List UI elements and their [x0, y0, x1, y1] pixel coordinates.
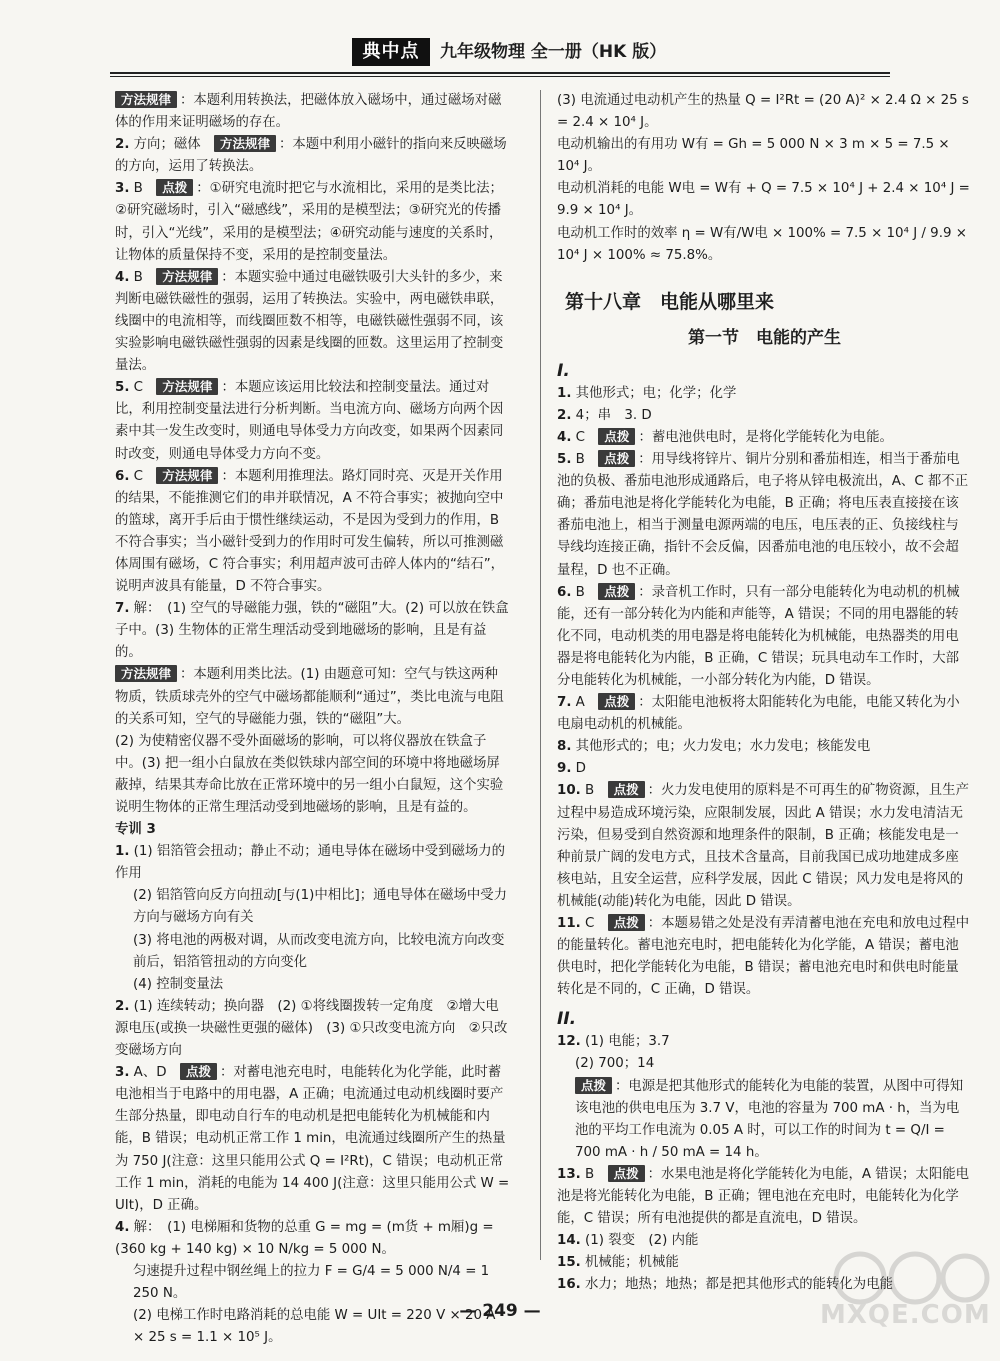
- answer-entry: [115, 598, 510, 664]
- solution-text: 电动机消耗的电能 W电 = W有 + Q = 7.5 × 10⁴ J + 2.4 × 10⁴ J = 9.9 × 10⁴ J。: [557, 181, 970, 219]
- column-divider: [540, 90, 541, 1260]
- entry-answer: (2) 700；14: [575, 1056, 655, 1072]
- answer-entry: [557, 449, 972, 582]
- entry-answer: 4；串 3. D: [575, 407, 652, 423]
- entry-text: 匀速提升过程中钢丝绳上的拉力 F = G/4 = 5 000 N/4 = 1 250 N。: [133, 1263, 490, 1302]
- entry-text: ：火力发电使用的原料是不可再生的矿物资源，且生产过程中易造成环境污染，应限制发展，因此 A 错误；水力发电清洁无污染，但易受到自然资源和地理条件的限制，B 正确；核能发电是一种前景广阔的发电方式，且技术含量高，目前我国已成功地建成多座核电站，且安全运营，应科学发展，因此 C 错误；风力发电是将风的机械能(动能)转化为电能，因此 D 错误。: [557, 783, 969, 909]
- method-tag: 点拨: [156, 179, 193, 196]
- level-one-marker: I.: [557, 360, 570, 381]
- entry-number: 1.: [115, 844, 130, 860]
- method-tag: 方法规律: [156, 268, 218, 285]
- answer-entry: [115, 930, 510, 974]
- answer-entry: [557, 736, 972, 758]
- publisher-logo: 典中点: [352, 38, 430, 66]
- method-tag: 方法规律: [115, 91, 177, 108]
- method-tag: 方法规律: [156, 467, 218, 484]
- answer-entry: [115, 267, 510, 377]
- entry-number: 3.: [115, 1065, 130, 1081]
- entry-answer: 解：: [133, 601, 154, 617]
- entry-answer: A: [575, 695, 585, 711]
- solution-line: [557, 90, 972, 134]
- right-top-entries: [557, 90, 972, 267]
- answer-entry: [115, 377, 510, 465]
- method-tag: 点拨: [598, 693, 635, 710]
- entry-number: 6.: [557, 584, 572, 600]
- entry-number: 13.: [557, 1166, 581, 1182]
- entry-number: 8.: [557, 739, 572, 755]
- answer-entry: [115, 466, 510, 599]
- book-title: 九年级物理 全一册（HK 版）: [440, 42, 667, 62]
- solution-line: [557, 134, 972, 178]
- answer-entry: [115, 1217, 510, 1261]
- watermark: [820, 1248, 990, 1348]
- answer-entry: [115, 90, 510, 134]
- entry-text: ：本题易错之处是没有弄清蓄电池在充电和放电过程中的能量转化。蓄电池充电时，把电能转化为化学能，A 错误；蓄电池供电时，把化学能转化为电能，B 错误；蓄电池充电时和供电时能量转化是不同的，C 正确，D 错误。: [557, 916, 970, 998]
- answer-entry: [557, 405, 972, 427]
- entry-answer: B: [575, 452, 585, 468]
- entry-text: ：本题利用推理法。路灯同时亮、灭是开关作用的结果，不能推测它们的串并联情况，A 不符合事实；被抛向空中的篮球，离开手后由于惯性继续运动，不是因为受到力的作用，B 不符合事实；当小磁针受到力的作用时可发生偏转，所以可推测磁体周围有磁场，C 符合事实；利用超声波可击碎人体内的“结石”，说明声波具有能量，D 不符合事实。: [115, 468, 505, 595]
- right-column: [557, 90, 972, 1297]
- entry-number: 14.: [557, 1233, 581, 1249]
- entry-number: 4.: [115, 1219, 130, 1235]
- solution-text: 电动机工作时的效率 η = W有/W电 × 100% = 7.5 × 10⁴ J / 9.9 × 10⁴ J × 100% ≈ 75.8%。: [557, 225, 967, 263]
- entry-text: ：用导线将锌片、铜片分别和番茄相连，相当于番茄电池的负极、番茄电池形成通路后，电子将从锌电极流出，A、C 都不正确；番茄电池是将化学能转化为电能，B 正确；将电压表直接接在该番茄电池上，相当于测量电源两端的电压，电压表的正、负接线柱与导线均连接正确，指针不会反偏，因番茄电池的电压较小，故不会超量程，D 也不正确。: [557, 452, 969, 578]
- entry-text: ：电源是把其他形式的能转化为电能的装置，从图中可得知该电池的供电电压为 3.7 V，电池的容量为 700 mA · h，当为电池的平均工作电流为 0.05 A 时，可以工作的时间为 t = Q/I = 700 mA · h / 50 mA = 14 h。: [575, 1078, 964, 1160]
- entry-number: 4.: [557, 429, 572, 445]
- method-tag: 点拨: [608, 914, 645, 931]
- entry-text: ：本题利用转换法，把磁体放入磁场中，通过磁场对磁体的作用来证明磁场的存在。: [115, 93, 502, 131]
- entry-number: 10.: [557, 783, 581, 799]
- entry-answer: B: [133, 269, 143, 285]
- entry-answer: (1) 电能；3.7: [585, 1034, 670, 1050]
- entry-number: 16.: [557, 1277, 581, 1293]
- entry-answer: 水力；地热；地热；都是把其他形式的能转化为电能: [585, 1277, 893, 1293]
- entry-answer: 解：: [133, 1219, 154, 1235]
- answer-entry: [557, 1053, 972, 1075]
- entry-number: 3.: [115, 181, 130, 197]
- answer-entry: [557, 692, 972, 736]
- right-level-one-entries: [557, 383, 972, 1002]
- method-tag: 点拨: [598, 428, 635, 445]
- entry-answer: 方向；磁体: [133, 137, 201, 153]
- answer-entry: [115, 664, 510, 730]
- entry-number: 12.: [557, 1034, 581, 1050]
- entry-text: ：太阳能电池板将太阳能转化为电能，电能又转化为小电扇电动机的机械能。: [557, 695, 960, 733]
- answer-entry: [115, 996, 510, 1062]
- entry-text: (1) 铝箔管会扭动；静止不动；通电导体在磁场中受到磁场力的作用: [115, 844, 506, 882]
- entry-answer: (1) 裂变 (2) 内能: [585, 1233, 699, 1249]
- solution-line: [557, 223, 972, 267]
- entry-text: ：对蓄电池充电时，电能转化为化学能，此时蓄电池相当于电路中的用电器，A 正确；电流通过电动机线圈时要产生部分热量，即电动自行车的电动机是把电能转化为机械能和内能，B 错误；电动机正常工作 1 min，电流通过线圈所产生的热量为 750 J(注意：这里只能用公式 Q = I²Rt)，C 错误；电动机正常工作 1 min，消耗的电能为 14 400 J(注意：这里只能用公式 W = UIt)，D 正确。: [115, 1065, 510, 1213]
- entry-number: 5.: [557, 452, 572, 468]
- watermark-text: MXQE.COM: [820, 1300, 991, 1330]
- answer-entry: [557, 383, 972, 405]
- entry-number: 15.: [557, 1255, 581, 1271]
- section-title: 第一节 电能的产生: [688, 327, 841, 348]
- entry-answer: B: [585, 783, 595, 799]
- answer-entry: [115, 1261, 510, 1305]
- answer-entry: [557, 1031, 972, 1053]
- entry-text: ：水果电池是将化学能转化为电能，A 错误；太阳能电池是将光能转化为电能，B 正确；锂电池在充电时，电能转化为化学能，C 错误；所有电池提供的都是直流电，D 错误。: [557, 1166, 969, 1227]
- method-tag: 点拨: [598, 583, 635, 600]
- watermark-logo-icon: [820, 1248, 990, 1308]
- entry-number: 1.: [557, 385, 572, 401]
- entry-answer: B: [585, 1166, 595, 1182]
- entry-text: ：蓄电池供电时，是将化学能转化为电能。: [638, 429, 893, 445]
- entry-number: 7.: [557, 695, 572, 711]
- answer-entry: [557, 780, 972, 913]
- entry-text: (2) 电梯工作时电路消耗的总电能 W = UIt = 220 V × 20 A × 25 s = 1.1 × 10⁵ J。: [133, 1308, 496, 1346]
- method-tag: 点拨: [180, 1063, 217, 1080]
- entry-text: (1) 连续转动；换向器 (2) ①将线圈拨转一定角度 ②增大电源电压(或换一块磁性更强的磁体) (3) ①只改变电流方向 ②只改变磁场方向: [115, 998, 508, 1059]
- entry-text: (2) 铝箔管向反方向扭动[与(1)中相比]；通电导体在磁场中受力方向与磁场方向有关: [133, 888, 508, 926]
- entry-number: 5.: [115, 380, 130, 396]
- entry-text: ：本题应该运用比较法和控制变量法。通过对比，利用控制变量法进行分析判断。当电流方向、磁场方向两个因素中其一发生改变时，则通电导体受力方向改变，如果两个因素同时改变，则通电导体受力方向不变。: [115, 380, 504, 462]
- entry-text: (3) 将电池的两极对调，从而改变电流方向，比较电流方向改变前后，铝箔管扭动的方向变化: [133, 932, 505, 970]
- answer-entry: [115, 178, 510, 266]
- answer-entry: [115, 731, 510, 819]
- solution-text: 电动机输出的有用功 W有 = Gh = 5 000 N × 3 m × 5 = 7.5 × 10⁴ J。: [557, 137, 950, 175]
- entry-text: ：本题实验中通过电磁铁吸引大头针的多少，来判断电磁铁磁性的强弱，运用了转换法。实验中，两电磁铁串联，线圈中的电流相等，而线圈匝数不相等，电磁铁磁性强弱不同，该实验影响电磁铁磁性强弱的因素是线圈的匝数。这里运用了控制变量法。: [115, 269, 504, 374]
- solution-text: (3) 电流通过电动机产生的热量 Q = I²Rt = (20 A)² × 2.4 Ω × 25 s = 2.4 × 10⁴ J。: [557, 93, 969, 131]
- method-tag: 点拨: [608, 1165, 645, 1182]
- answer-entry: [557, 582, 972, 692]
- method-tag: 点拨: [598, 450, 635, 467]
- entry-text: (2) 为使精密仪器不受外面磁场的影响，可以将仪器放在铁盒子中。(3) 把一组小白鼠放在类似铁球内部空间的环境中将地磁场屏蔽掉，结果其寿命比放在正常环境中的另一组小白鼠短，这个实验说明生物体的正常生理活动受到地磁场的影响，且是有益的。: [115, 733, 504, 815]
- entry-text: ：本题中利用小磁针的指向来反映磁场的方向，运用了转换法。: [115, 137, 507, 175]
- entry-number: 6.: [115, 468, 130, 484]
- entry-text: 专训 3: [115, 822, 156, 838]
- entry-number: 2.: [557, 407, 572, 423]
- chapter-title: 第十八章 电能从哪里来: [565, 290, 775, 313]
- entry-text: (1) 电梯厢和货物的总重 G = mg = (m货 + m厢)g = (360 kg + 140 kg) × 10 N/kg = 5 000 N。: [115, 1219, 494, 1257]
- answer-entry: [115, 134, 510, 178]
- entry-number: 4.: [115, 269, 130, 285]
- header-rule: [110, 72, 890, 77]
- entry-answer: A、D: [133, 1065, 167, 1081]
- entry-number: 9.: [557, 761, 572, 777]
- method-tag: 方法规律: [115, 665, 177, 682]
- entry-text: (1) 空气的导磁能力强，铁的“磁阻”大。(2) 可以放在铁盒子中。(3) 生物体的正常生理活动受到地磁场的影响，且是有益的。: [115, 601, 509, 661]
- answer-entry: [557, 427, 972, 449]
- answer-entry: [115, 1062, 510, 1217]
- entry-number: 7.: [115, 601, 130, 617]
- entry-answer: C: [133, 380, 144, 396]
- entry-text: ：本题利用类比法。(1) 由题意可知：空气与铁这两种物质，铁质球壳外的空气中磁场都能顺利“通过”，类比电流与电阻的关系可知，空气的导磁能力强，铁的“磁阻”大。: [115, 667, 504, 727]
- entry-number: 11.: [557, 916, 581, 931]
- method-tag: 方法规律: [214, 135, 276, 152]
- answer-entry: [557, 1164, 972, 1230]
- level-two-marker: II.: [557, 1009, 577, 1030]
- answer-entry: [115, 819, 510, 841]
- entry-answer: 其他形式；电；化学；化学: [575, 385, 737, 401]
- entry-number: 2.: [115, 998, 130, 1014]
- method-tag: 方法规律: [156, 378, 218, 395]
- solution-line: [557, 178, 972, 222]
- entry-text: ：①研究电流时把它与水流相比，采用的是类比法；②研究磁场时，引入“磁感线”，采用的是模型法；③研究光的传播时，引入“光线”，采用的是模型法；④研究动能与速度的关系时，让物体的质量保持不变，采用的是控制变量法。: [115, 181, 503, 263]
- answer-entry: [557, 758, 972, 780]
- entry-text: ：录音机工作时，只有一部分电能转化为电动机的机械能，还有一部分转化为内能和声能等，A 错误；不同的用电器能的转化不同，电动机类的用电器是将电能转化为机械能，电热器类的用电器是将电能转化为内能，B 正确，C 错误；玩具电动车工作时，大部分电能转化为机械能，一小部分转化为内能，D 错误。: [557, 584, 960, 688]
- entry-answer: D: [575, 761, 586, 777]
- entry-answer: C: [133, 468, 144, 484]
- page-header: [110, 36, 890, 70]
- entry-number: 2.: [115, 137, 130, 153]
- entry-answer: B: [133, 181, 143, 197]
- entry-answer: 机械能；机械能: [585, 1255, 679, 1271]
- entry-answer: C: [575, 429, 586, 445]
- answer-entry: [115, 974, 510, 996]
- page-number: — 249 —: [459, 1301, 541, 1321]
- answer-entry: [557, 913, 972, 1001]
- entry-text: (4) 控制变量法: [133, 976, 224, 992]
- entry-answer: B: [575, 584, 585, 600]
- left-column: [115, 90, 510, 1349]
- method-tag: 点拨: [575, 1077, 612, 1094]
- method-tag: 点拨: [608, 781, 645, 798]
- answer-entry: [115, 841, 510, 885]
- answer-entry: [115, 885, 510, 929]
- entry-answer: 其他形式的；电；火力发电；水力发电；核能发电: [575, 739, 871, 755]
- entry-answer: C: [585, 916, 595, 931]
- answer-entry: [557, 1076, 972, 1164]
